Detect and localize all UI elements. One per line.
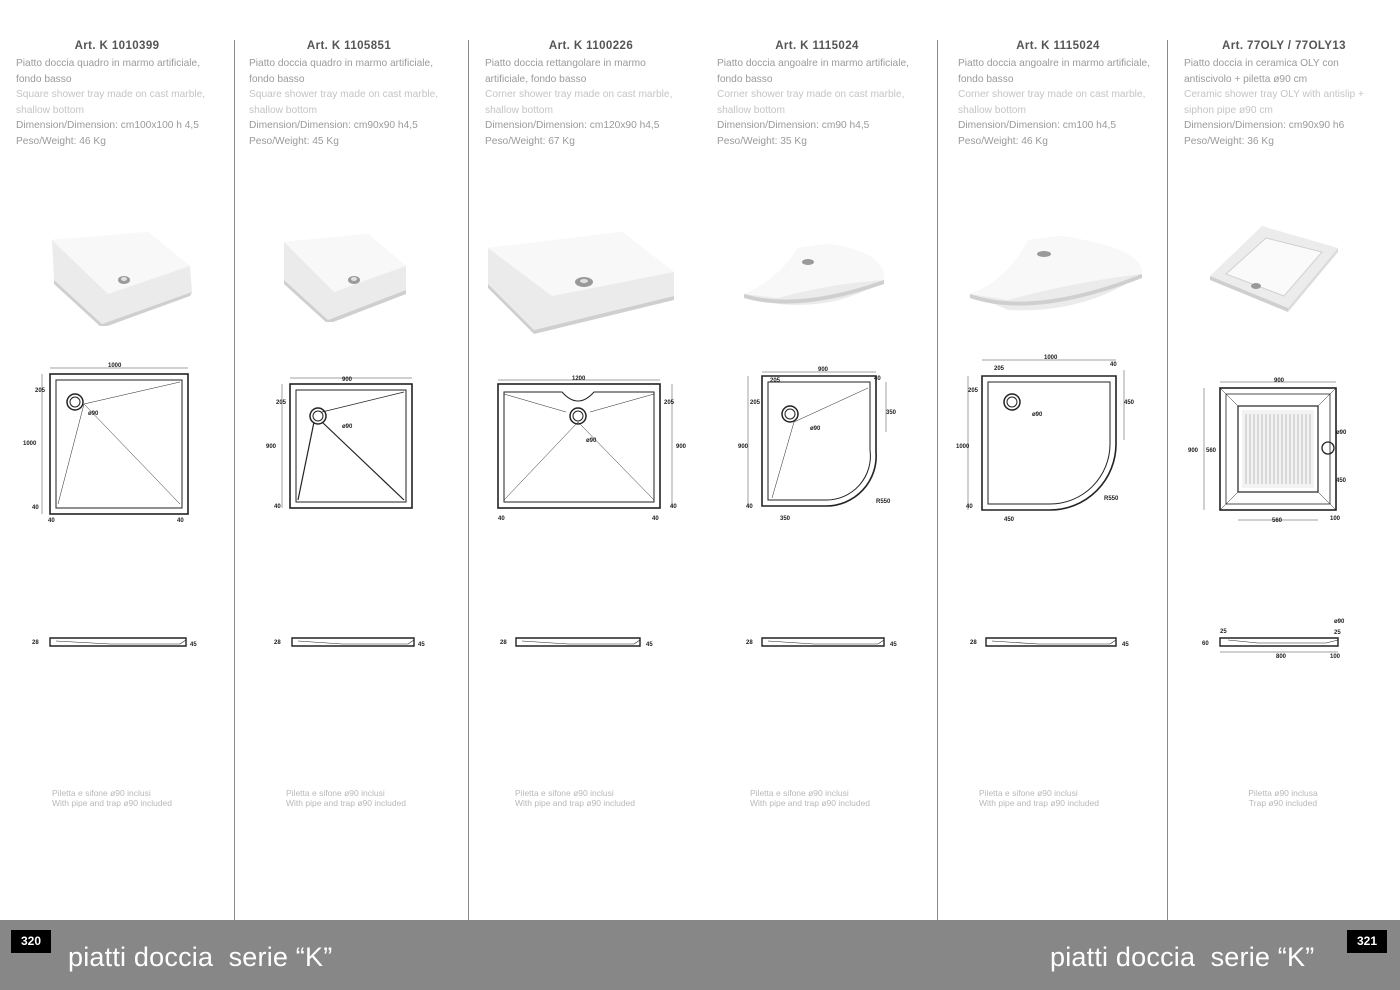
dim-label: 28 [970,640,977,646]
dimension: Dimension/Dimension: cm90 h4,5 [717,120,870,131]
dim-label: 205 [770,378,781,384]
dim-label: 40 [48,518,55,524]
dim-label: ø90 [810,426,821,432]
dim-label: ø90 [1334,619,1345,625]
dim-label: 350 [780,516,791,522]
product-description [958,56,1164,149]
dim-label: 28 [746,640,753,646]
technical-plan [490,372,690,524]
dim-label: 1000 [956,444,970,450]
dim-label: 205 [994,366,1005,372]
dim-label: 25 [1334,630,1341,636]
dim-label: 560 [1206,448,1217,454]
product-description [249,56,459,149]
product-title: Art. 77OLY / 77OLY13 [1222,40,1346,52]
product-title: Art. K 1100226 [548,40,634,52]
dim-label: 40 [670,504,677,510]
dim-label: 900 [266,444,277,450]
section-drawing [30,632,210,652]
note-english: With pipe and trap ø90 included [52,798,173,808]
dim-label: 40 [498,516,505,522]
weight: Peso/Weight: 46 Kg [958,135,1048,147]
dim-label: 1000 [1044,355,1058,361]
dim-label: 900 [738,444,749,450]
dim-label: 28 [500,640,507,646]
dim-label: ø90 [88,411,99,417]
dim-label: 450 [1336,478,1347,484]
dim-label: 205 [750,400,761,406]
dim-label: 900 [342,377,353,383]
dim-label: ø90 [1032,412,1043,418]
dim-label: 60 [1202,641,1209,647]
dimension: Dimension/Dimension: cm90x90 h6 [1184,120,1345,131]
dimension: Dimension/Dimension: cm120x90 h4,5 [485,120,660,131]
product-description [16,56,226,149]
description-english: Corner shower tray made on cast marble, shallow bottom [958,89,1146,116]
description-english: Square shower tray made on cast marble, shallow bottom [16,89,206,116]
dim-label: 205 [968,388,979,394]
dim-label: 40 [177,518,184,524]
dim-label: 45 [418,642,425,648]
section-drawing [744,632,904,652]
dim-label: 900 [1188,448,1199,454]
included-note [515,788,685,808]
note-english: Trap ø90 included [1248,798,1318,808]
dim-label: 40 [1110,362,1117,368]
weight: Peso/Weight: 67 Kg [485,135,575,147]
dimension: Dimension/Dimension: cm100 h4,5 [958,120,1116,131]
product-title: Art. K 1115024 [775,40,859,52]
dim-label: 25 [1220,629,1227,635]
dim-label: 40 [874,376,881,382]
dim-label: ø90 [586,438,597,444]
technical-plan [736,362,906,528]
note-italian: Piletta e sifone ø90 inclusi [52,788,151,798]
dim-label: 450 [1004,517,1015,523]
technical-plan [954,350,1138,526]
product-photo [1206,222,1342,312]
dim-label: 205 [276,400,287,406]
weight: Peso/Weight: 36 Kg [1184,135,1274,147]
dim-label: 100 [1330,516,1341,522]
product-title: Art. K 1115024 [1016,40,1100,52]
weight: Peso/Weight: 45 Kg [249,135,339,147]
dim-label: 350 [886,410,897,416]
dim-label: 40 [652,516,659,522]
product-title: Art. K 1105851 [306,40,392,52]
dim-label: 40 [274,504,281,510]
description-italian: Piatto doccia quadro in marmo artificiale, fondo basso [16,58,201,85]
dim-label: 40 [966,504,973,510]
dim-label: 45 [190,642,197,648]
description-english: Square shower tray made on cast marble, shallow bottom [249,89,439,116]
dim-label: 900 [1274,378,1285,384]
note-english: With pipe and trap ø90 included [515,798,636,808]
product-description [1184,56,1384,149]
dim-label: 205 [664,400,675,406]
series-title-right: piatti doccia serie “K” [1050,942,1315,972]
dim-label: R550 [1104,496,1119,502]
product-photo [738,240,888,310]
dim-label: R550 [876,499,891,505]
product-photo [48,222,194,326]
series-title-left: piatti doccia serie “K” [68,942,333,972]
dim-label: 205 [35,388,46,394]
product-description [717,56,923,149]
dim-label: 45 [1122,642,1129,648]
page-number-right: 321 [1347,930,1387,953]
note-italian: Piletta e sifone ø90 inclusi [979,788,1078,798]
section-drawing [968,632,1138,652]
product-photo [280,226,410,322]
dim-label: 450 [1124,400,1135,406]
page-number-left: 320 [11,930,51,953]
included-note [52,788,222,808]
included-note [979,788,1149,808]
included-note [1208,788,1358,808]
note-english: With pipe and trap ø90 included [750,798,871,808]
note-italian: Piletta e sifone ø90 inclusi [286,788,385,798]
dim-label: 800 [1276,654,1287,660]
dim-label: 45 [890,642,897,648]
technical-plan [262,372,434,522]
page-footer [0,920,1400,990]
note-italian: Piletta ø90 inclusa [1248,788,1318,798]
description-english: Ceramic shower tray OLY with antislip + siphon pipe ø90 cm [1184,89,1364,116]
dimension: Dimension/Dimension: cm100x100 h 4,5 [16,120,199,131]
section-drawing [498,632,664,652]
dim-label: 28 [274,640,281,646]
included-note [750,788,920,808]
dimension: Dimension/Dimension: cm90x90 h4,5 [249,120,418,131]
note-italian: Piletta e sifone ø90 inclusi [750,788,849,798]
section-drawing [272,632,432,652]
product-photo [964,234,1146,318]
description-english: Corner shower tray made on cast marble, shallow bottom [717,89,905,116]
technical-plan [22,358,202,528]
weight: Peso/Weight: 35 Kg [717,135,807,147]
description-italian: Piatto doccia rettangolare in marmo artificiale, fondo basso [485,58,646,85]
included-note [286,788,456,808]
dim-label: 28 [32,640,39,646]
dim-label: 100 [1330,654,1341,660]
description-english: Corner shower tray made on cast marble, shallow bottom [485,89,673,116]
product-description [485,56,685,149]
note-english: With pipe and trap ø90 included [979,798,1100,808]
technical-plan [1182,374,1362,526]
dim-label: ø90 [1336,430,1347,436]
description-italian: Piatto doccia in ceramica OLY con antiscivolo + piletta ø90 cm [1184,58,1339,85]
dim-label: ø90 [342,424,353,430]
dim-label: 560 [1272,518,1283,524]
note-english: With pipe and trap ø90 included [286,798,407,808]
product-photo [482,218,678,334]
description-italian: Piatto doccia angoalre in marmo artificiale, fondo basso [958,58,1150,85]
dim-label: 1000 [108,363,122,369]
description-italian: Piatto doccia angoalre in marmo artificiale, fondo basso [717,58,909,85]
dim-label: 900 [676,444,687,450]
dim-label: 45 [646,642,653,648]
dim-label: 40 [746,504,753,510]
dim-label: 1000 [23,441,37,447]
dim-label: 1200 [572,376,586,382]
dim-label: 40 [32,505,39,511]
section-drawing [1198,616,1378,664]
dim-label: 900 [818,367,829,373]
weight: Peso/Weight: 46 Kg [16,135,106,147]
product-title: Art. K 1010399 [74,40,160,52]
description-italian: Piatto doccia quadro in marmo artificiale, fondo basso [249,58,434,85]
note-italian: Piletta e sifone ø90 inclusi [515,788,614,798]
